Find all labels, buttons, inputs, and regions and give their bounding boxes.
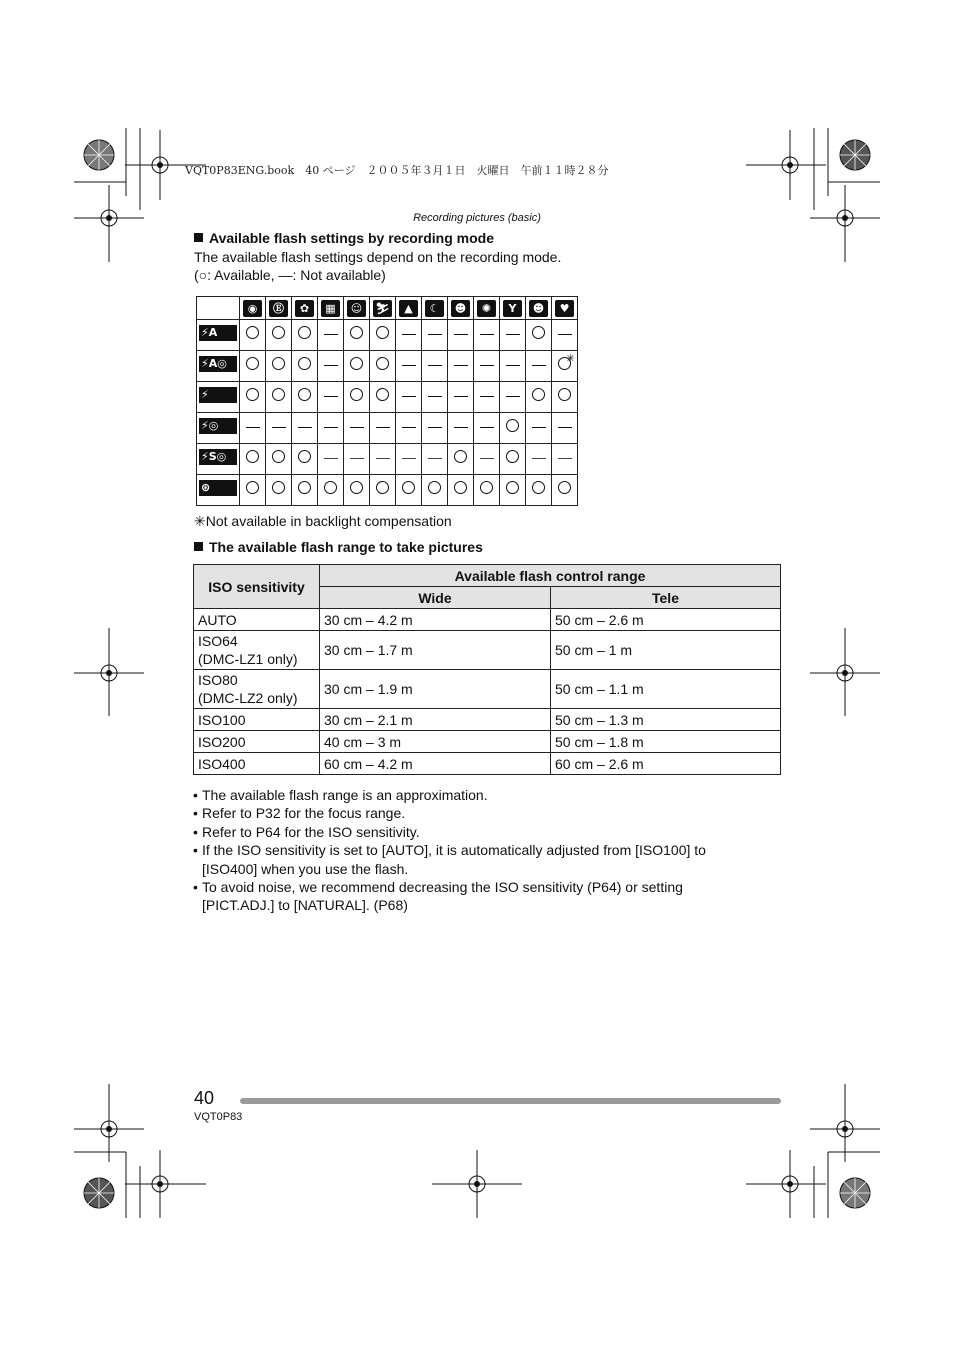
availability-cell [266, 475, 292, 506]
available-circle-icon [506, 419, 519, 432]
not-available-dash-icon [506, 365, 520, 366]
night-portrait-icon: ☻ [451, 300, 470, 317]
availability-cell [240, 444, 266, 475]
availability-cell [422, 413, 448, 444]
flash-mode-row [197, 351, 578, 382]
availability-cell [266, 413, 292, 444]
not-available-dash-icon [428, 365, 442, 366]
availability-cell [318, 444, 344, 475]
availability-cell [422, 475, 448, 506]
available-circle-icon [246, 326, 259, 339]
availability-cell [240, 351, 266, 382]
availability-cell [344, 444, 370, 475]
flash-mode-label-cell [197, 351, 240, 382]
not-available-dash-icon [402, 396, 416, 397]
night-scenery-icon: ☾ [425, 300, 444, 317]
availability-cell [552, 444, 578, 475]
availability-cell [500, 382, 526, 413]
availability-cell [266, 320, 292, 351]
availability-cell [500, 351, 526, 382]
mode-header-cell [266, 297, 292, 320]
wide-range-cell: 30 cm – 1.7 m [320, 631, 551, 670]
availability-cell [240, 475, 266, 506]
mode-header-row [197, 297, 578, 320]
square-bullet-icon [194, 233, 203, 242]
availability-cell [318, 382, 344, 413]
availability-cell [500, 320, 526, 351]
availability-cell [448, 444, 474, 475]
availability-cell [266, 444, 292, 475]
availability-cell [422, 382, 448, 413]
mode-header-cell [292, 297, 318, 320]
flash-mode-label-cell [197, 444, 240, 475]
not-available-dash-icon [454, 365, 468, 366]
available-circle-icon [246, 357, 259, 370]
availability-cell [448, 320, 474, 351]
not-available-dash-icon [324, 365, 338, 366]
flash-range-heading [194, 539, 483, 555]
portrait-icon: ☺ [347, 300, 366, 317]
availability-cell [396, 320, 422, 351]
available-circle-icon [376, 326, 389, 339]
not-available-dash-icon [454, 334, 468, 335]
availability-cell [240, 413, 266, 444]
mode-header-cell [448, 297, 474, 320]
iso-cell-line: (DMC-LZ1 only) [198, 651, 298, 667]
availability-cell [500, 444, 526, 475]
not-available-dash-icon [480, 365, 494, 366]
available-circle-icon [272, 450, 285, 463]
wide-range-cell: 60 cm – 4.2 m [320, 753, 551, 775]
not-available-dash-icon [376, 458, 390, 459]
available-circle-icon [272, 388, 285, 401]
camera-icon: ◉ [243, 300, 262, 317]
availability-cell [344, 382, 370, 413]
not-available-dash-icon [402, 365, 416, 366]
available-circle-icon [376, 388, 389, 401]
not-available-dash-icon [532, 427, 546, 428]
availability-cell [292, 382, 318, 413]
notes-list [193, 786, 773, 915]
range-row [194, 731, 781, 753]
availability-cell [344, 351, 370, 382]
sports-icon: ⛷ [373, 300, 392, 317]
availability-cell [318, 351, 344, 382]
available-circle-icon [350, 388, 363, 401]
note-item [193, 804, 773, 822]
flash-settings-legend: (○: Available, —: Not available) [194, 267, 386, 283]
not-available-dash-icon [428, 458, 442, 459]
available-circle-icon [480, 481, 493, 494]
available-circle-icon [298, 388, 311, 401]
iso-cell [194, 731, 320, 753]
flash-mode-label-cell [197, 382, 240, 413]
not-available-dash-icon [402, 334, 416, 335]
note-line: • If the ISO sensitivity is set to [AUTO], it is automatically adjusted from [ISO100] to [202, 842, 706, 859]
availability-cell [292, 413, 318, 444]
macro-icon: ✿ [295, 300, 314, 317]
not-available-dash-icon [402, 458, 416, 459]
iso-cell-line: ISO100 [198, 711, 246, 728]
not-available-dash-icon [350, 427, 364, 428]
note-line: [PICT.ADJ.] to [NATURAL]. (P68) [202, 897, 408, 914]
available-circle-icon [532, 388, 545, 401]
not-available-dash-icon [324, 334, 338, 335]
availability-cell [318, 475, 344, 506]
availability-cell [552, 351, 578, 382]
motion-picture-icon: ▦ [321, 300, 340, 317]
available-circle-icon [324, 481, 337, 494]
iso-cell-line: ISO400 [198, 755, 246, 772]
flash-forced-red-eye-icon: ⚡◎ [199, 418, 237, 434]
print-header: VQT0P83ENG.book 40 ページ ２００５年３月１日 火曜日 午前１１時２８分 [185, 164, 609, 177]
flash-forced-on-icon: ⚡ [199, 387, 237, 403]
soft-skin-icon: ♥ [555, 300, 574, 317]
availability-cell [370, 475, 396, 506]
not-available-dash-icon [454, 396, 468, 397]
not-available-dash-icon [480, 427, 494, 428]
range-row [194, 753, 781, 775]
availability-cell [240, 382, 266, 413]
asterisk-note-mark: ✳ [565, 353, 575, 365]
note-item [193, 823, 773, 841]
availability-cell [474, 475, 500, 506]
availability-cell [422, 320, 448, 351]
iso-cell [194, 609, 320, 631]
note-item [193, 841, 773, 878]
tele-range-cell: 50 cm – 1.8 m [551, 731, 781, 753]
flash-forced-off-icon: ⊛ [199, 480, 237, 496]
available-circle-icon [272, 357, 285, 370]
mode-header-cell [552, 297, 578, 320]
not-available-dash-icon [376, 427, 390, 428]
available-circle-icon [272, 326, 285, 339]
not-available-dash-icon [324, 458, 338, 459]
mode-header-cell [240, 297, 266, 320]
not-available-dash-icon [428, 396, 442, 397]
corner-cell [197, 297, 240, 320]
not-available-dash-icon [532, 458, 546, 459]
range-row [194, 631, 781, 670]
not-available-dash-icon [324, 427, 338, 428]
not-available-dash-icon [428, 334, 442, 335]
flash-mode-row [197, 475, 578, 506]
header-tele: Tele [551, 587, 781, 609]
availability-cell [292, 444, 318, 475]
availability-cell [448, 475, 474, 506]
availability-cell [500, 413, 526, 444]
not-available-dash-icon [402, 427, 416, 428]
availability-cell [396, 351, 422, 382]
availability-cell [370, 351, 396, 382]
tele-range-cell: 50 cm – 1 m [551, 631, 781, 670]
flash-settings-intro: The available flash settings depend on the recording mode. [194, 249, 562, 265]
not-available-dash-icon [558, 458, 572, 459]
mode-header-cell [318, 297, 344, 320]
section-label: Recording pictures (basic) [413, 212, 541, 224]
backlight-footnote: ✳Not available in backlight compensation [194, 513, 452, 529]
available-circle-icon [246, 388, 259, 401]
not-available-dash-icon [480, 458, 494, 459]
available-circle-icon [350, 326, 363, 339]
available-circle-icon [376, 481, 389, 494]
available-circle-icon [454, 450, 467, 463]
header-flash-control-range: Available flash control range [320, 565, 781, 587]
flash-mode-row [197, 444, 578, 475]
available-circle-icon [350, 481, 363, 494]
mode-header-cell [370, 297, 396, 320]
availability-cell [500, 475, 526, 506]
availability-cell [526, 413, 552, 444]
available-circle-icon [350, 357, 363, 370]
not-available-dash-icon [558, 334, 572, 335]
header-wide: Wide [320, 587, 551, 609]
availability-cell [448, 382, 474, 413]
mode-header-cell [344, 297, 370, 320]
party-icon: Y [503, 300, 522, 317]
note-line: • To avoid noise, we recommend decreasing the ISO sensitivity (P64) or setting [202, 879, 683, 896]
iso-cell [194, 670, 320, 709]
availability-cell [422, 444, 448, 475]
not-available-dash-icon [480, 396, 494, 397]
header-iso-sensitivity: ISO sensitivity [194, 565, 320, 609]
availability-cell [370, 444, 396, 475]
iso-cell-line: ISO80 [198, 672, 238, 688]
availability-cell [526, 351, 552, 382]
scenery-icon: ▲ [399, 300, 418, 317]
tele-range-cell: 60 cm – 2.6 m [551, 753, 781, 775]
flash-slow-sync-red-eye-icon: ⚡S◎ [199, 449, 237, 465]
availability-cell [526, 444, 552, 475]
availability-cell [552, 382, 578, 413]
flash-mode-label-cell [197, 475, 240, 506]
tele-range-cell: 50 cm – 1.3 m [551, 709, 781, 731]
availability-cell [552, 320, 578, 351]
available-circle-icon [506, 481, 519, 494]
mode-header-cell [396, 297, 422, 320]
mode-header-cell [526, 297, 552, 320]
iso-cell-line: ISO64 [198, 633, 238, 649]
availability-cell [370, 382, 396, 413]
flash-mode-row [197, 320, 578, 351]
not-available-dash-icon [350, 458, 364, 459]
available-circle-icon [454, 481, 467, 494]
note-item [193, 786, 773, 804]
range-row [194, 709, 781, 731]
availability-cell [396, 475, 422, 506]
mode-header-cell [500, 297, 526, 320]
not-available-dash-icon [246, 427, 260, 428]
flash-settings-table [196, 296, 578, 506]
availability-cell [344, 413, 370, 444]
availability-cell [318, 413, 344, 444]
availability-cell [474, 320, 500, 351]
range-row [194, 670, 781, 709]
note-item [193, 878, 773, 915]
iso-cell-line: ISO200 [198, 733, 246, 750]
availability-cell [474, 351, 500, 382]
fireworks-icon: ✺ [477, 300, 496, 317]
availability-cell [448, 413, 474, 444]
note-line: • The available flash range is an approximation. [202, 787, 488, 803]
iso-cell [194, 753, 320, 775]
not-available-dash-icon [506, 396, 520, 397]
available-circle-icon [272, 481, 285, 494]
flash-mode-row [197, 382, 578, 413]
not-available-dash-icon [480, 334, 494, 335]
availability-cell [370, 413, 396, 444]
availability-cell [474, 382, 500, 413]
availability-cell [474, 413, 500, 444]
availability-cell [396, 382, 422, 413]
available-circle-icon [298, 481, 311, 494]
economy-icon: Ⓔ [269, 300, 288, 317]
available-circle-icon [506, 450, 519, 463]
flash-auto-red-eye-icon: ⚡A◎ [199, 356, 237, 372]
not-available-dash-icon [272, 427, 286, 428]
available-circle-icon [558, 481, 571, 494]
not-available-dash-icon [324, 396, 338, 397]
availability-cell [344, 475, 370, 506]
page-footer-bar [240, 1098, 781, 1104]
wide-range-cell: 30 cm – 1.9 m [320, 670, 551, 709]
available-circle-icon [428, 481, 441, 494]
wide-range-cell: 30 cm – 4.2 m [320, 609, 551, 631]
page-number: 40 [194, 1088, 215, 1108]
flash-settings-heading-text: Available flash settings by recording mode [209, 230, 494, 246]
availability-cell [292, 475, 318, 506]
iso-cell-line: AUTO [198, 611, 237, 628]
available-circle-icon [532, 326, 545, 339]
note-line: [ISO400] when you use the flash. [202, 860, 409, 877]
availability-cell [526, 475, 552, 506]
availability-cell [552, 413, 578, 444]
availability-cell [526, 320, 552, 351]
note-line: • Refer to P64 for the ISO sensitivity. [202, 823, 420, 840]
availability-cell [396, 444, 422, 475]
iso-cell-line: (DMC-LZ2 only) [198, 690, 298, 706]
not-available-dash-icon [506, 334, 520, 335]
available-circle-icon [558, 388, 571, 401]
availability-cell [344, 320, 370, 351]
tele-range-cell: 50 cm – 1.1 m [551, 670, 781, 709]
not-available-dash-icon [298, 427, 312, 428]
range-row [194, 609, 781, 631]
flash-mode-label-cell [197, 320, 240, 351]
availability-cell [448, 351, 474, 382]
mode-header-cell [474, 297, 500, 320]
available-circle-icon [246, 481, 259, 494]
not-available-dash-icon [454, 427, 468, 428]
flash-range-heading-text: The available flash range to take pictures [209, 539, 483, 555]
iso-cell [194, 709, 320, 731]
availability-cell [396, 413, 422, 444]
not-available-dash-icon [532, 365, 546, 366]
availability-cell [266, 382, 292, 413]
available-circle-icon [402, 481, 415, 494]
availability-cell [292, 351, 318, 382]
availability-cell [266, 351, 292, 382]
availability-cell [292, 320, 318, 351]
availability-cell [552, 475, 578, 506]
availability-cell [240, 320, 266, 351]
available-circle-icon [298, 450, 311, 463]
available-circle-icon [298, 357, 311, 370]
available-circle-icon [246, 450, 259, 463]
available-circle-icon [298, 326, 311, 339]
availability-cell [526, 382, 552, 413]
document-code: VQT0P83 [194, 1111, 243, 1123]
available-circle-icon [376, 357, 389, 370]
availability-cell [474, 444, 500, 475]
not-available-dash-icon [428, 427, 442, 428]
mode-header-cell [422, 297, 448, 320]
flash-mode-row [197, 413, 578, 444]
flash-auto-icon: ⚡A [199, 325, 237, 341]
availability-cell [370, 320, 396, 351]
tele-range-cell: 50 cm – 2.6 m [551, 609, 781, 631]
not-available-dash-icon [558, 427, 572, 428]
flash-mode-label-cell [197, 413, 240, 444]
wide-range-cell: 30 cm – 2.1 m [320, 709, 551, 731]
square-bullet-icon [194, 542, 203, 551]
note-line: • Refer to P32 for the focus range. [202, 805, 406, 822]
flash-range-table [193, 564, 781, 775]
availability-cell [318, 320, 344, 351]
iso-cell [194, 631, 320, 670]
available-circle-icon [532, 481, 545, 494]
availability-cell [422, 351, 448, 382]
flash-settings-heading [194, 230, 494, 246]
wide-range-cell: 40 cm – 3 m [320, 731, 551, 753]
baby-icon: ☻ [529, 300, 548, 317]
